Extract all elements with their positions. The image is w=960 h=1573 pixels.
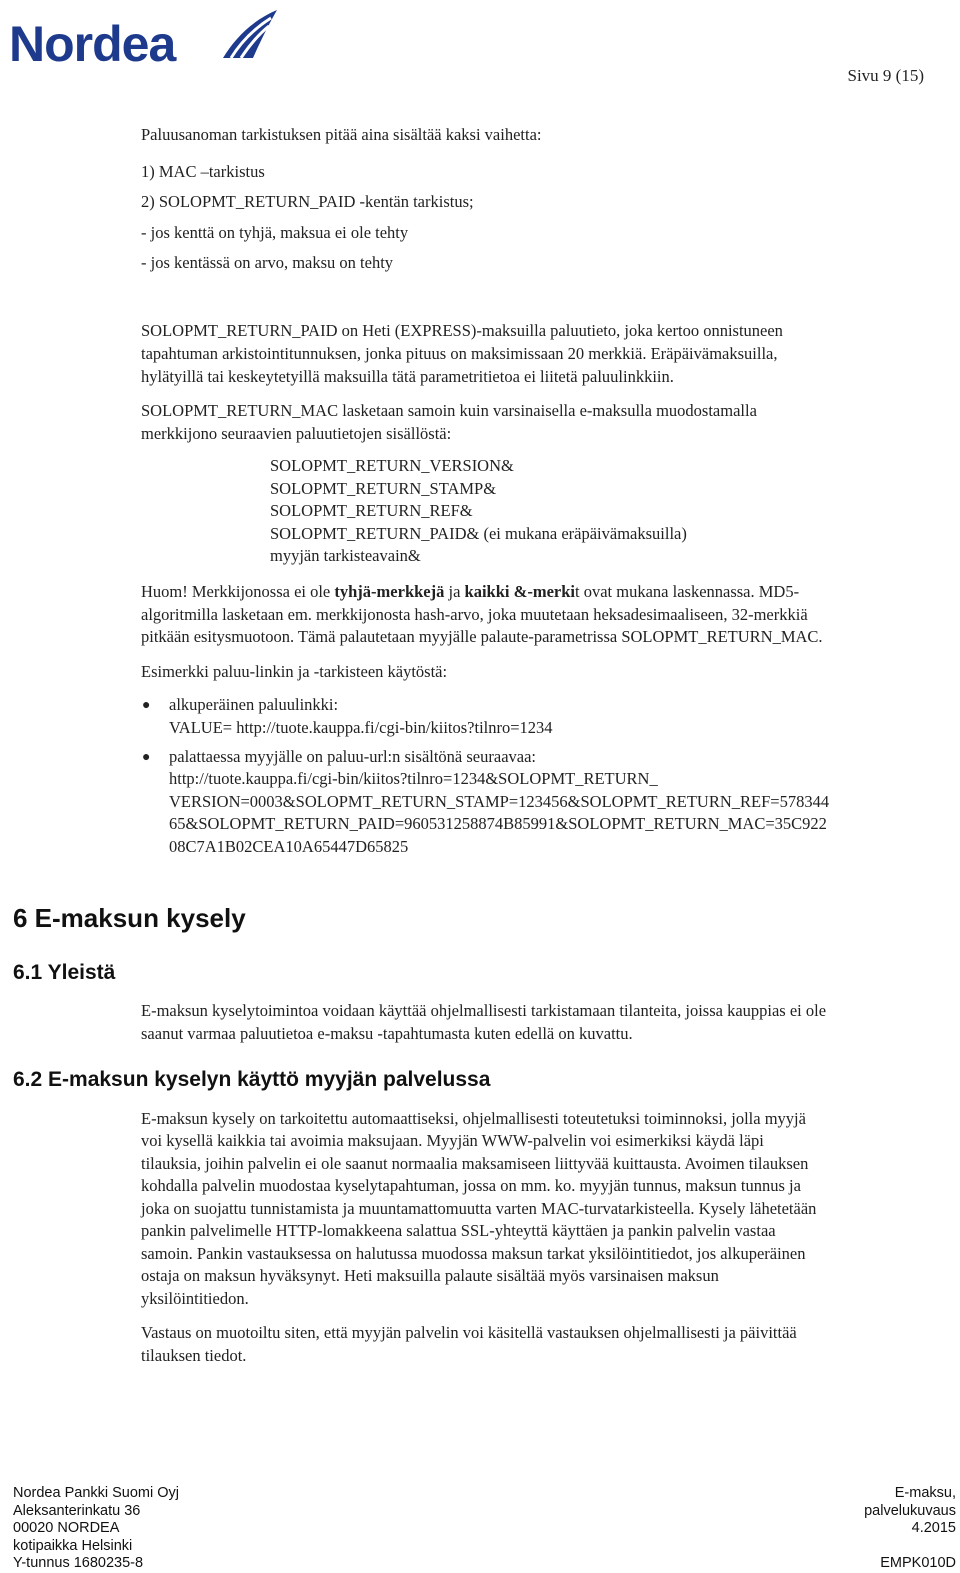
footer-line: EMPK010D (880, 1555, 956, 1571)
note-bold-empty: tyhjä-merkkejä (334, 582, 445, 601)
note-line: Huom! Merkkijonossa ei ole tyhjä-merkkejä ja kaikki &-merkit ovat mukana laskennassa. MD5- (141, 582, 800, 601)
s61-line: saanut varmaa paluutietoa e-maksu -tapahtumasta kuten edellä on kuvattu. (141, 1024, 633, 1043)
nordea-logo (5, 8, 275, 72)
s62-line: ostaja on maksun hyväksynyt. Heti maksuilla palaute sisältää myös varsinaisen maksun (141, 1266, 719, 1285)
note-line: algoritmilla lasketaan em. merkkijonosta hash-arvo, joka muutetaan heksadesimaaliseen, 32-merkkiä (141, 605, 808, 624)
example-url-line: 08C7A1B02CEA10A65447D65825 (169, 837, 409, 856)
s62-line: tilauksia, joihin palvelin ei ole saanut normaalia maksamiseen liittyvää kuittausta. Avoimen tilauksen (141, 1154, 809, 1173)
mac-field: myyjän tarkisteavain& (270, 546, 421, 565)
footer-line: Aleksanterinkatu 36 (13, 1502, 141, 1519)
paid-para-line: SOLOPMT_RETURN_PAID on Heti (EXPRESS)-maksuilla paluutieto, joka kertoo onnistuneen (141, 321, 783, 340)
footer-line: 4.2015 (911, 1520, 956, 1536)
s62-para2-line: Vastaus on muotoiltu siten, että myyjän palvelin voi käsitellä vastauksen ohjelmallisesti ja päivittää (141, 1323, 797, 1342)
s62-line: voi kysellä kaikkia tai avoimia maksujaan. Myyjän WWW-palvelin voi esimerkiksi käydä läpi (141, 1131, 764, 1150)
mac-para-line: merkkijono seuraavien paluutietojen sisällöstä: (141, 424, 452, 443)
footer-line: Nordea Pankki Suomi Oyj (13, 1485, 180, 1501)
intro-step-paid: 2) SOLOPMT_RETURN_PAID -kentän tarkistus; (141, 192, 474, 211)
note-line: pitkään esitysmuotoon. Tämä palautetaan myyjälle palaute-parametrissa SOLOPMT_RETURN_MAC. (141, 627, 823, 646)
subsection-heading: 6.1 Yleistä (13, 961, 116, 984)
mac-field: SOLOPMT_RETURN_PAID& (ei mukana eräpäivämaksuilla) (270, 524, 687, 543)
s62-line: E-maksun kysely on tarkoitettu automaattiseksi, ohjelmallisesti toteutetuksi toiminnoksi, jolla myyjä (141, 1109, 806, 1128)
example-url-line: 65&SOLOPMT_RETURN_PAID=960531258874B85991&SOLOPMT_RETURN_MAC=35C922 (169, 814, 827, 833)
example-url-line: VERSION=0003&SOLOPMT_RETURN_STAMP=123456&SOLOPMT_RETURN_REF=578344 (169, 792, 830, 811)
example-bullet-line: palattaessa myyjälle on paluu-url:n sisältönä seuraavaa: (169, 747, 536, 766)
footer-line: palvelukuvaus (864, 1502, 956, 1519)
footer-doc-info (864, 1485, 956, 1573)
s62-para2-line: tilauksen tiedot. (141, 1346, 247, 1365)
mac-field: SOLOPMT_RETURN_VERSION& (270, 456, 514, 475)
paid-para-line: tapahtuman arkistointitunnuksen, jonka pituus on maksimissaan 20 merkkiä. Eräpäivämaksuilla, (141, 344, 778, 363)
page-number: Sivu 9 (15) (847, 66, 924, 85)
bullet-icon: ● (142, 698, 151, 713)
paid-para-line: hylätyillä tai keskeytetyillä maksuilla tätä parametritietoa ei liitetä paluulinkkiin. (141, 367, 674, 386)
logo-wordmark: Nordea (9, 16, 176, 72)
s62-line: pankin palvelimelle HTTP-lomakkeena salattua SSL-yhteyttä käyttäen ja pankin palvelin vastaa (141, 1221, 776, 1240)
example-url-line: http://tuote.kauppa.fi/cgi-bin/kiitos?tilnro=1234&SOLOPMT_RETURN_ (169, 769, 658, 788)
footer-line: 00020 NORDEA (13, 1520, 120, 1536)
bullet-icon: ● (142, 750, 151, 765)
footer-line: kotipaikka Helsinki (13, 1537, 133, 1554)
section-heading: 6 E-maksun kysely (13, 903, 246, 933)
mac-field: SOLOPMT_RETURN_STAMP& (270, 479, 497, 498)
note-bold-amp: kaikki &-merki (464, 582, 576, 601)
example-bullet-line: VALUE= http://tuote.kauppa.fi/cgi-bin/kiitos?tilnro=1234 (169, 718, 553, 737)
logo-sail-icon (217, 8, 279, 60)
footer-line: E-maksu, (894, 1485, 956, 1501)
footer-company-info (13, 1485, 179, 1573)
example-heading: Esimerkki paluu-linkin ja -tarkisteen käytöstä: (141, 662, 448, 681)
intro-value-case: - jos kentässä on arvo, maksu on tehty (141, 253, 394, 272)
s61-line: E-maksun kyselytoimintoa voidaan käyttää ohjelmallisesti tarkistamaan tilanteita, joissa kauppias ei ole (141, 1001, 827, 1020)
footer-line (864, 1538, 956, 1556)
example-bullet-line: alkuperäinen paluulinkki: (169, 695, 339, 714)
s62-line: joka on suojattu tunnistamista ja muuntamattomuutta varten MAC-turvatarkisteella. Kysely lähetetään (141, 1199, 817, 1218)
subsection-heading: 6.2 E-maksun kyselyn käyttö myyjän palvelussa (13, 1068, 491, 1091)
s62-line: samoin. Pankin vastauksessa on halutussa muodossa maksun tarkat yksilöintitiedot, jos alkuperäinen (141, 1244, 806, 1263)
s62-line: kohdalla palvelin muodostaa kyselytapahtuman, jossa on mm. ko. myyjän tunnus, maksun tunnus ja (141, 1176, 801, 1195)
intro-empty-case: - jos kenttä on tyhjä, maksua ei ole tehty (141, 223, 409, 242)
intro-step-mac: 1) MAC –tarkistus (141, 162, 265, 181)
s62-line: yksilöintitiedon. (141, 1289, 249, 1308)
footer-line: Y-tunnus 1680235-8 (13, 1555, 144, 1571)
intro-line: Paluusanoman tarkistuksen pitää aina sisältää kaksi vaihetta: (141, 125, 542, 144)
mac-field: SOLOPMT_RETURN_REF& (270, 501, 473, 520)
mac-para-line: SOLOPMT_RETURN_MAC lasketaan samoin kuin varsinaisella e-maksulla muodostamalla (141, 401, 757, 420)
